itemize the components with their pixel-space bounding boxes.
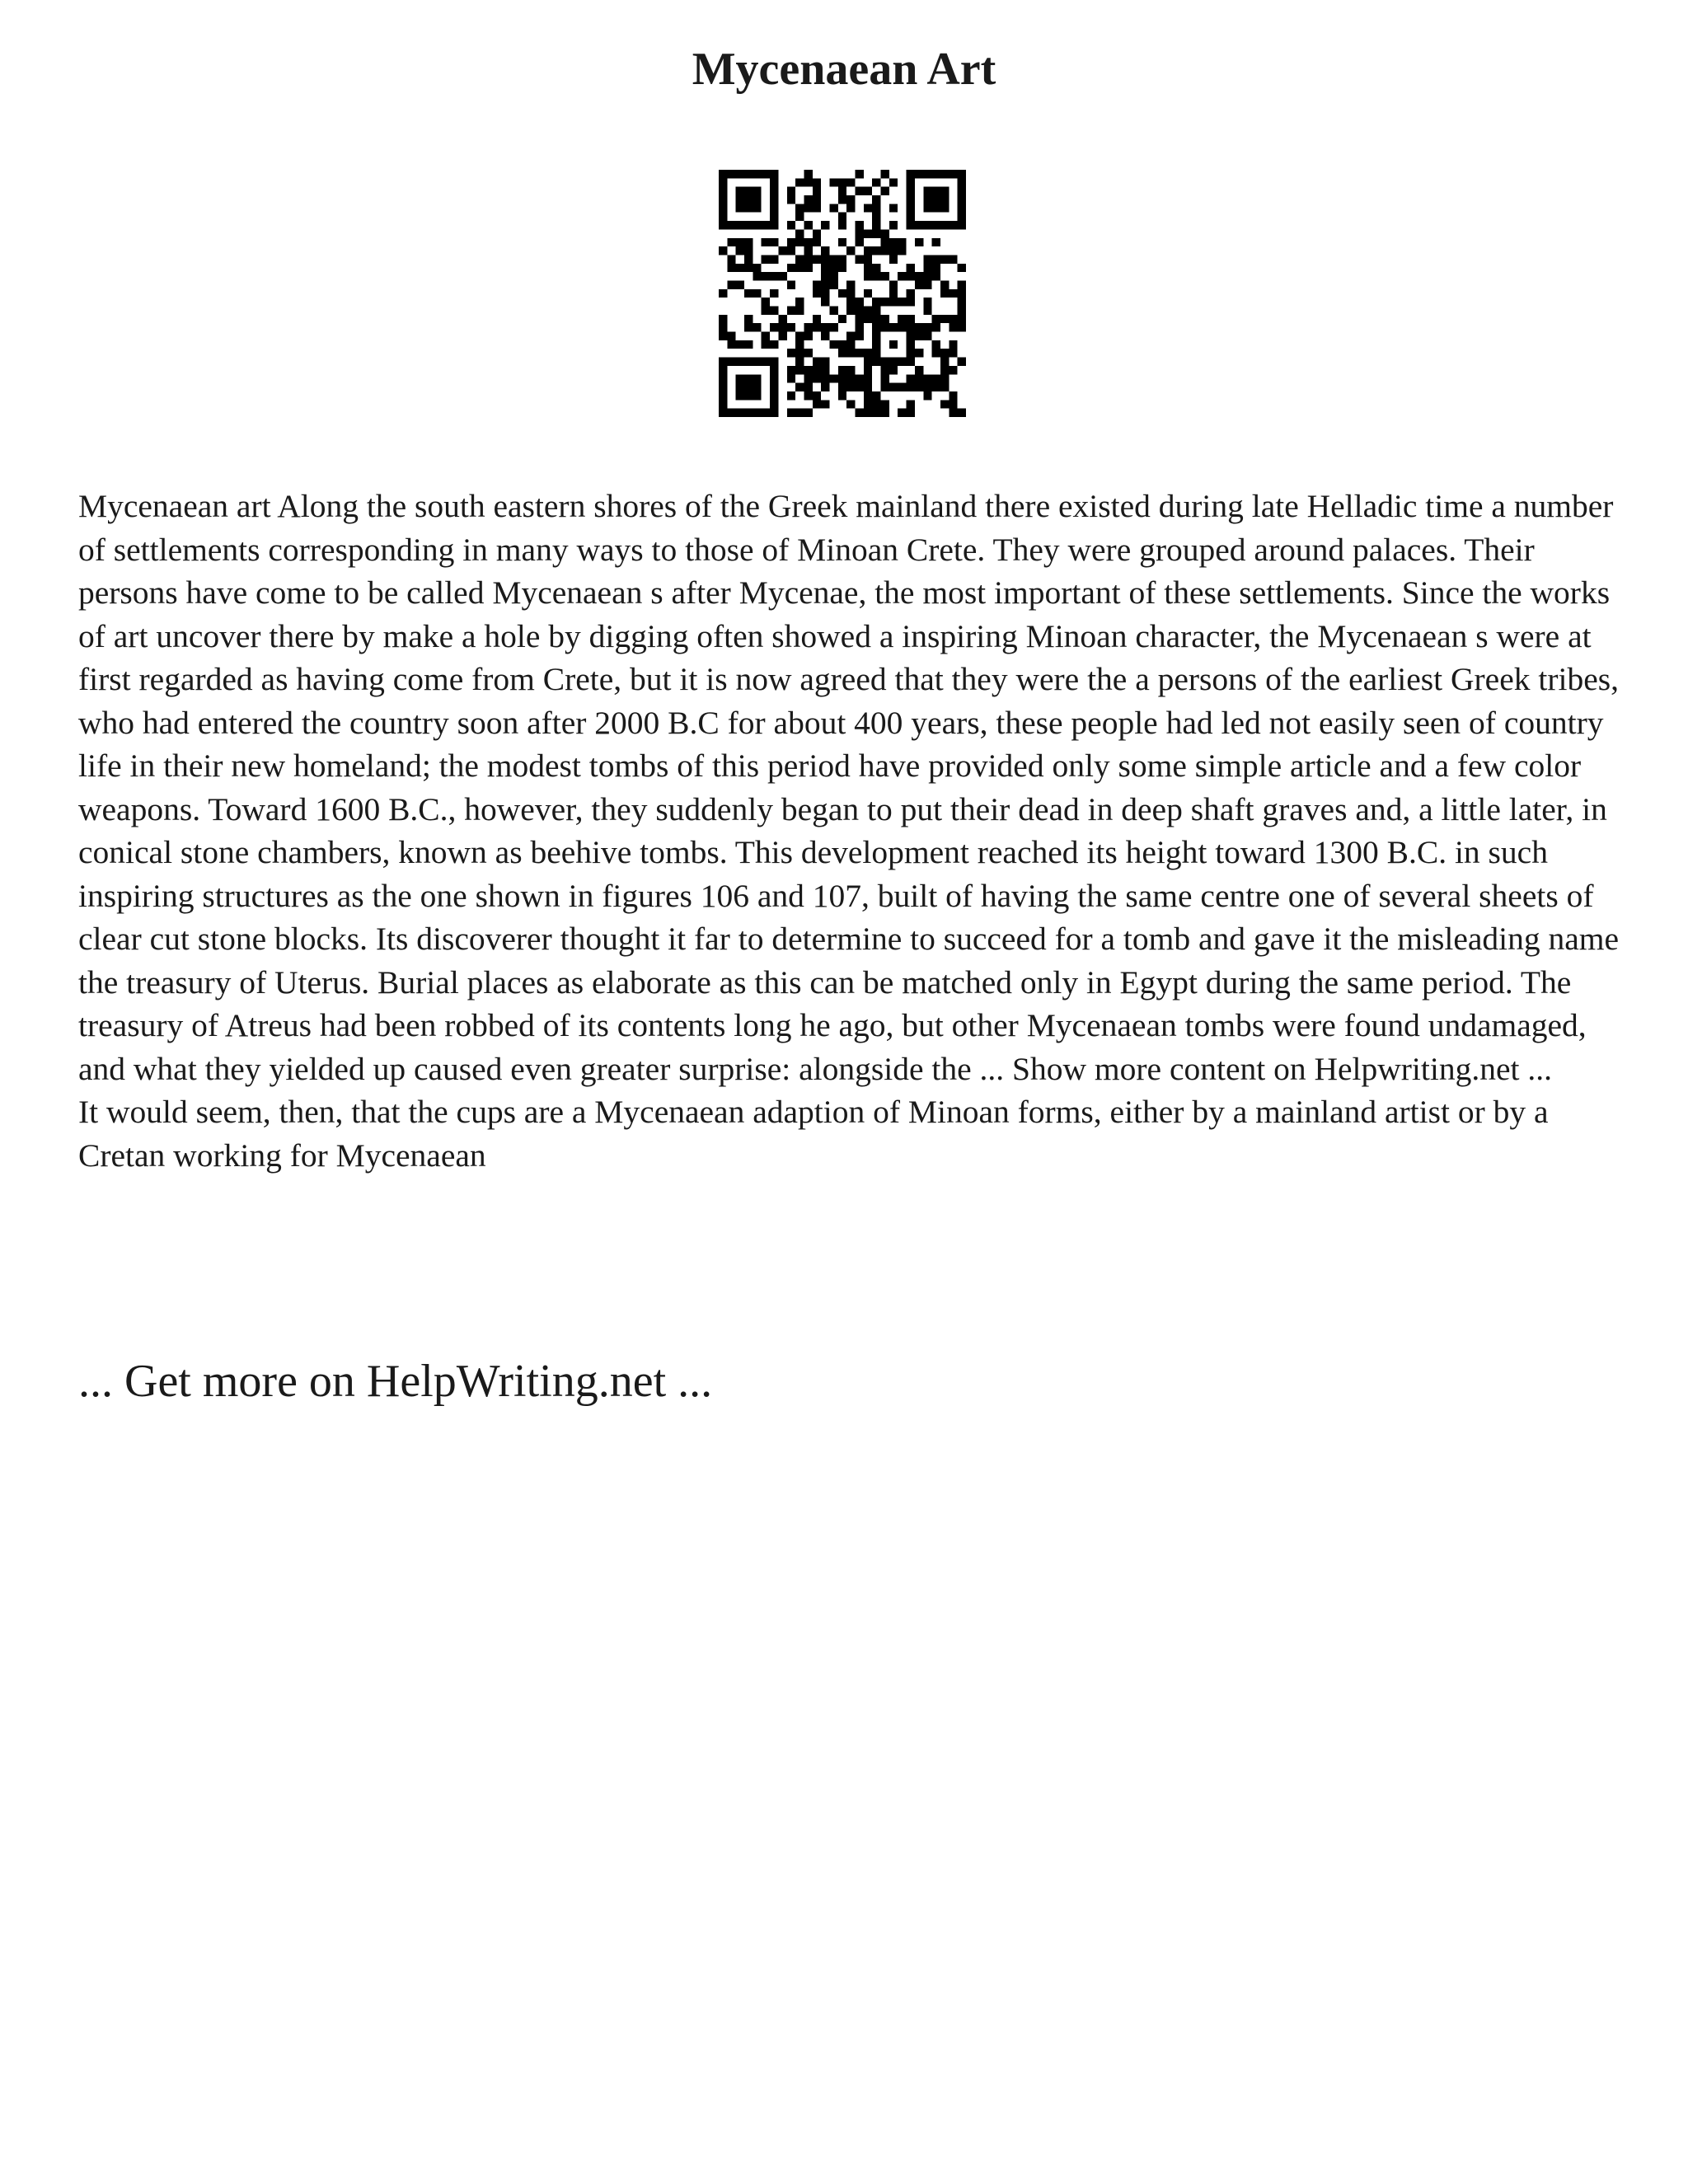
article-paragraph: Mycenaean art Along the south eastern shores of the Greek mainland there existed during late Helladic time a number of settlements corresponding in many ways to those of Minoan Crete. They were grouped around palaces. Their persons have come to be called Mycenaean s after Mycenae, the most important of these settlements. Since the works of art uncover there by make a hole by digging often showed a inspiring Minoan character, the Mycenaean s were at first regarded as having come from Crete, but it is now agreed that they were the a persons of the earliest Greek tribes, who had entered the country soon after 2000 B.C for about 400 years, these people had led not easily seen of country life in their new homeland; the modest tombs of this period have provided only some simple article and a few color weapons. Toward 1600 B.C., however, they suddenly began to put their dead in deep shaft graves and, a little later, in conical stone chambers, known as beehive tombs. This development reached its height toward 1300 B.C. in such inspiring structures as the one shown in figures 106 and 107, built of having the same centre one of several sheets of clear cut stone blocks. Its discoverer thought it far to determine to succeed for a tomb and gave it the misleading name the treasury of Uterus. Burial places as elaborate as this can be matched only in Egypt during the same period. The treasury of Atreus had been robbed of its contents long he ago, but other Mycenaean tombs were found undamaged, and what they yielded up caused even greater surprise: alongside the ... Show more content on Helpwriting.net ... bbox=[78, 488, 1620, 1087]
article-paragraph: It would seem, then, that the cups are a Mycenaean adaption of Minoan forms, either by a mainland artist or by a Cretan working for Mycenaean bbox=[78, 1094, 1549, 1174]
article-body bbox=[78, 485, 1620, 1177]
page-title: Mycenaean Art bbox=[692, 44, 996, 95]
get-more-link[interactable]: ... Get more on HelpWriting.net ... bbox=[78, 1356, 713, 1407]
qr-code-icon bbox=[719, 170, 966, 417]
